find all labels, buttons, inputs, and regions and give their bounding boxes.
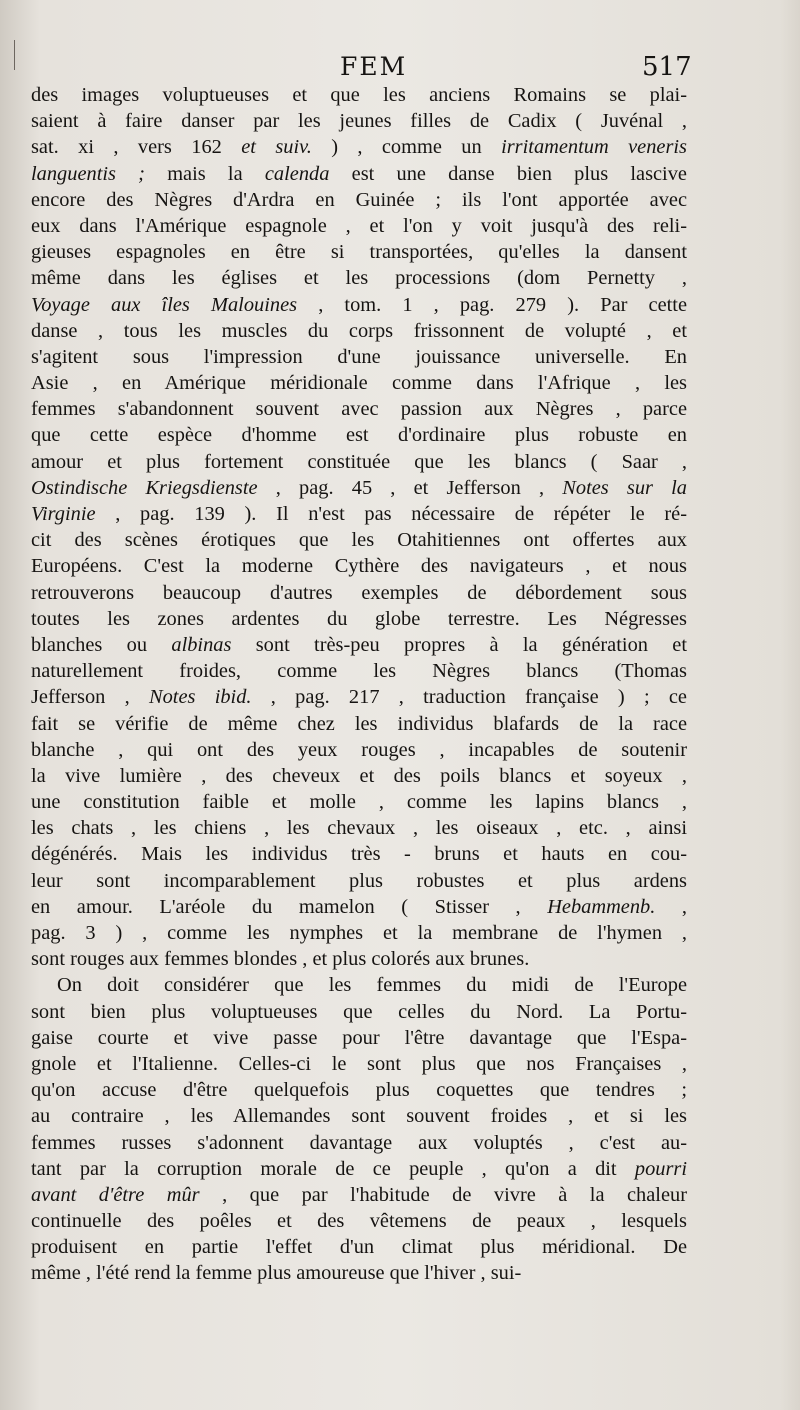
text-segment: une constitution faible et molle , comme les lapins blancs , — [31, 791, 687, 814]
text-line — [31, 946, 687, 972]
italic-text: Hebammenb. — [547, 895, 656, 918]
text-segment: naturellement froides, comme les Nègres blancs (Thomas — [31, 660, 687, 683]
text-line — [31, 1182, 687, 1208]
italic-text: irritamentum veneris — [501, 136, 687, 159]
text-segment: ) , comme un — [311, 136, 502, 159]
text-segment: retrouverons beaucoup d'autres exemples de débordement sous — [31, 581, 687, 604]
text-line — [31, 187, 687, 213]
text-segment: Jefferson , — [31, 686, 149, 709]
text-line — [31, 1051, 687, 1077]
text-segment: danse , tous les muscles du corps frissonnent de volupté , et — [31, 319, 687, 342]
text-line — [31, 1156, 687, 1182]
text-line — [31, 449, 687, 475]
text-segment: même , l'été rend la femme plus amoureuse que l'hiver , sui- — [31, 1262, 522, 1285]
text-segment: au contraire , les Allemandes sont souvent froides , et si les — [31, 1105, 687, 1128]
text-line — [31, 841, 687, 867]
text-line — [31, 894, 687, 920]
text-segment: produisent en partie l'effet d'un climat plus méridional. De — [31, 1236, 687, 1259]
text-line — [31, 763, 687, 789]
text-line — [31, 501, 687, 527]
text-line — [31, 711, 687, 737]
text-segment: gaise courte et vive passe pour l'être davantage que l'Espa- — [31, 1026, 687, 1049]
text-line — [31, 265, 687, 291]
text-segment: les chats , les chiens , les chevaux , les oiseaux , etc. , ainsi — [31, 817, 687, 840]
text-line — [31, 868, 687, 894]
text-segment: On doit considérer que les femmes du midi de l'Europe — [57, 974, 687, 997]
italic-text: albinas — [171, 633, 232, 656]
text-line — [31, 815, 687, 841]
text-line — [31, 422, 687, 448]
text-segment: blanches ou — [31, 633, 172, 656]
text-segment: sont rouges aux femmes blondes , et plus colorés aux brunes. — [31, 948, 530, 971]
text-line — [31, 789, 687, 815]
italic-text: languentis ; — [31, 162, 145, 185]
text-segment: mais la — [144, 162, 265, 185]
text-segment: amour et plus fortement constituée que les blancs ( Saar , — [31, 450, 687, 473]
running-head: FEM — [340, 52, 408, 81]
text-line — [31, 318, 687, 344]
text-line — [31, 213, 687, 239]
text-segment: qu'on accuse d'être quelquefois plus coquettes que tendres ; — [31, 1079, 687, 1102]
text-segment: gnole et l'Italienne. Celles-ci le sont plus que nos Françaises , — [31, 1052, 687, 1075]
text-segment: que cette espèce d'homme est d'ordinaire plus robuste en — [31, 424, 687, 447]
text-line — [31, 108, 687, 134]
text-segment: Asie , en Amérique méridionale comme dans l'Afrique , les — [31, 372, 687, 395]
text-line — [31, 1077, 687, 1103]
text-segment: en amour. L'aréole du mamelon ( Stisser , — [31, 895, 548, 918]
text-line — [31, 1234, 687, 1260]
text-segment: gieuses espagnoles en être si transportées, qu'elles la dansent — [31, 241, 687, 264]
text-line — [31, 396, 687, 422]
text-line — [31, 370, 687, 396]
text-line — [31, 658, 687, 684]
text-line — [31, 632, 687, 658]
text-segment: , pag. 45 , et Jefferson , — [257, 476, 563, 499]
text-line — [31, 1260, 687, 1286]
italic-text: avant d'être mûr — [31, 1183, 200, 1206]
text-segment: encore des Nègres d'Ardra en Guinée ; ils l'ont apportée avec — [31, 188, 687, 211]
text-segment: toutes les zones ardentes du globe terrestre. Les Négresses — [31, 607, 687, 630]
text-segment: s'agitent sous l'impression d'une jouissance universelle. En — [31, 345, 687, 368]
text-segment: , pag. 217 , traduction française ) ; ce — [251, 686, 687, 709]
italic-text: calenda — [264, 162, 330, 185]
text-segment: , que par l'habitude de vivre à la chaleur — [199, 1183, 687, 1206]
text-segment: fait se vérifie de même chez les individus blafards de la race — [31, 712, 687, 735]
text-line — [31, 344, 687, 370]
text-segment: même dans les églises et les processions (dom Pernetty , — [31, 267, 687, 290]
text-line — [31, 161, 687, 187]
text-line — [31, 580, 687, 606]
text-segment: Européens. C'est la moderne Cythère des navigateurs , et nous — [31, 555, 687, 578]
text-segment: des images voluptueuses et que les anciens Romains se plai- — [31, 84, 687, 106]
text-segment: la vive lumière , des cheveux et des poils blancs et soyeux , — [31, 764, 687, 787]
text-segment: saient à faire danser par les jeunes filles de Cadix ( Juvénal , — [31, 110, 687, 133]
text-segment: eux dans l'Amérique espagnole , et l'on y voit jusqu'à des reli- — [31, 214, 687, 237]
text-segment: , tom. 1 , pag. 279 ). Par cette — [297, 293, 688, 316]
text-line — [31, 684, 687, 710]
text-line — [31, 1025, 687, 1051]
text-line — [31, 134, 687, 160]
italic-text: pourri — [634, 1157, 687, 1180]
text-segment: blanche , qui ont des yeux rouges , incapables de soutenir — [31, 738, 687, 761]
text-segment: sat. xi , vers 162 — [31, 136, 242, 159]
text-line — [31, 972, 687, 998]
text-segment: , — [655, 895, 687, 918]
text-segment: leur sont incomparablement plus robustes et plus ardens — [31, 869, 687, 892]
italic-text: Notes sur la — [562, 476, 687, 499]
text-line — [31, 999, 687, 1025]
body-text — [31, 82, 687, 1287]
text-segment: , pag. 139 ). Il n'est pas nécessaire de répéter le ré- — [95, 503, 687, 525]
page-header — [0, 48, 800, 84]
paragraph — [31, 82, 687, 972]
text-line — [31, 606, 687, 632]
text-line — [31, 527, 687, 553]
text-segment: est une danse bien plus lascive — [329, 162, 687, 185]
text-segment: dégénérés. Mais les individus très - bruns et hauts en cou- — [31, 843, 687, 866]
text-segment: pag. 3 ) , comme les nymphes et la membrane de l'hymen , — [31, 922, 687, 944]
text-segment: femmes russes s'adonnent davantage aux voluptés , c'est au- — [31, 1131, 687, 1154]
text-line — [31, 239, 687, 265]
page-number: 517 — [642, 52, 692, 82]
text-segment: tant par la corruption morale de ce peuple , qu'on a dit — [31, 1157, 635, 1180]
italic-text: Virginie — [31, 503, 96, 525]
text-line — [31, 1208, 687, 1234]
text-line — [31, 737, 687, 763]
text-line — [31, 920, 687, 946]
text-line — [31, 292, 687, 318]
text-segment: continuelle des poêles et des vêtemens de peaux , lesquels — [31, 1210, 687, 1233]
text-line — [31, 475, 687, 501]
italic-text: et suiv. — [241, 136, 312, 159]
text-line — [31, 1130, 687, 1156]
text-segment: sont bien plus voluptueuses que celles du Nord. La Portu- — [31, 1000, 687, 1023]
italic-text: Ostindische Kriegsdienste — [31, 476, 258, 499]
text-segment: cit des scènes érotiques que les Otahitiennes ont offertes aux — [31, 529, 687, 552]
text-line — [31, 1103, 687, 1129]
italic-text: Notes ibid. — [148, 686, 252, 709]
text-line — [31, 553, 687, 579]
text-line — [31, 82, 687, 108]
italic-text: Voyage aux îles Malouines — [31, 293, 298, 316]
text-segment: sont très-peu propres à la génération et — [231, 633, 687, 656]
text-segment: femmes s'abandonnent souvent avec passion aux Nègres , parce — [31, 398, 687, 421]
paragraph — [31, 972, 687, 1286]
